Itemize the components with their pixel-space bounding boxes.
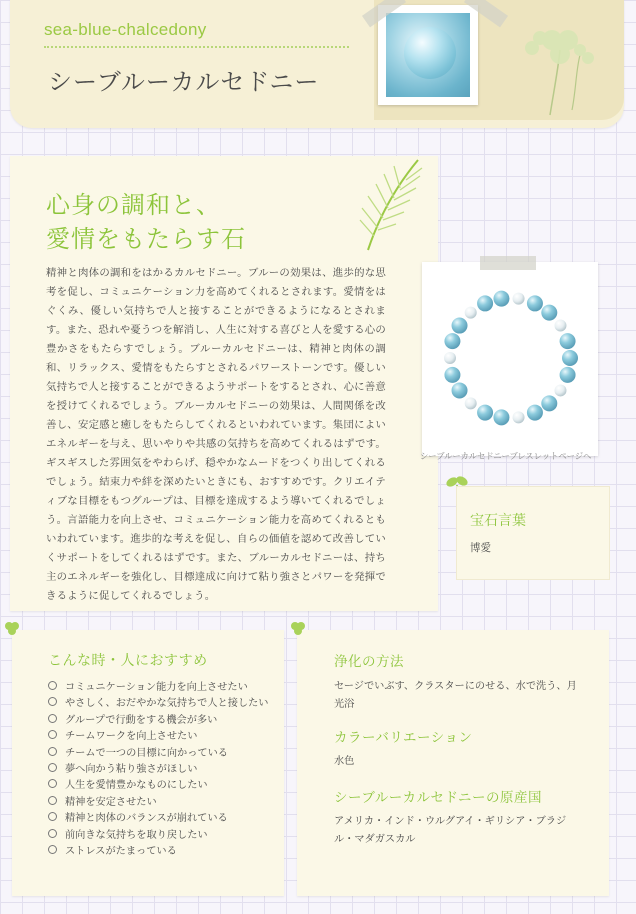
circle-bullet-icon xyxy=(48,779,57,788)
bracelet-bead xyxy=(513,293,525,305)
list-item xyxy=(48,762,268,778)
bracelet-bead xyxy=(444,333,460,349)
bracelet-bead xyxy=(477,295,493,311)
stone-photo xyxy=(378,5,478,105)
bracelet-bead xyxy=(465,397,477,409)
bracelet-bead xyxy=(554,320,566,332)
bracelet-bead xyxy=(562,350,578,366)
bracelet-bead xyxy=(554,384,566,396)
circle-bullet-icon xyxy=(48,681,57,690)
list-item xyxy=(48,713,268,729)
bracelet-page-link[interactable]: シーブルーカルセドニーブレスレットページへ xyxy=(420,451,592,461)
clover-icon xyxy=(510,10,600,120)
bracelet-bead xyxy=(541,395,557,411)
list-item-text: チームワークを向上させたい xyxy=(65,731,198,743)
list-item-text: やさしく、おだやかな気持ちで人と接したい xyxy=(65,698,269,710)
circle-bullet-icon xyxy=(48,763,57,772)
list-item xyxy=(48,795,268,811)
bracelet-bead xyxy=(560,367,576,383)
bracelet-photo[interactable] xyxy=(422,262,598,456)
recommend-title: こんな時・人におすすめ xyxy=(48,653,208,669)
main-heading xyxy=(46,188,366,256)
bracelet-bead xyxy=(465,307,477,319)
list-item xyxy=(48,729,268,745)
circle-bullet-icon xyxy=(48,796,57,805)
list-item xyxy=(48,680,268,696)
list-item-text: 前向きな気持ちを取り戻したい xyxy=(65,829,208,841)
clover-small-icon xyxy=(288,620,308,638)
list-item xyxy=(48,696,268,712)
title-divider xyxy=(44,46,349,48)
origin-text: アメリカ・インド・ウルグアイ・ギリシア・ブラジル・マダガスカル xyxy=(334,816,567,845)
heading-line-2: 愛情をもたらす石 xyxy=(46,225,246,253)
circle-bullet-icon xyxy=(48,845,57,854)
bracelet-bead xyxy=(452,318,468,334)
list-item-text: 精神を安定させたい xyxy=(65,796,157,808)
bracelet-bead xyxy=(541,305,557,321)
stone-photo-image xyxy=(386,13,470,97)
list-item-text: ストレスがたまっている xyxy=(65,846,177,858)
bracelet-bead xyxy=(493,409,509,425)
list-item-text: チームで一つの目標に向かっている xyxy=(65,747,228,759)
list-item-text: 夢へ向かう粘り強さがほしい xyxy=(65,764,198,776)
bracelet-bead xyxy=(493,291,509,307)
list-item xyxy=(48,746,268,762)
list-item xyxy=(48,844,268,860)
purify-text: セージでいぶす、クラスターにのせる、水で洗う、月光浴 xyxy=(334,681,577,710)
color-variation-title: カラーバリエーション xyxy=(334,730,473,746)
bracelet-bead xyxy=(560,333,576,349)
circle-bullet-icon xyxy=(48,730,57,739)
purify-title: 浄化の方法 xyxy=(334,654,404,670)
circle-bullet-icon xyxy=(48,714,57,723)
bracelet-bead xyxy=(477,405,493,421)
bracelet-bead xyxy=(452,382,468,398)
list-item-text: 人生を愛情豊かなものにしたい xyxy=(65,780,208,792)
circle-bullet-icon xyxy=(48,812,57,821)
title-en: sea-blue-chalcedony xyxy=(44,20,207,39)
clover-small-icon xyxy=(2,620,22,638)
circle-bullet-icon xyxy=(48,829,57,838)
list-item-text: グループで行動をする機会が多い xyxy=(65,714,218,726)
bracelet-bead xyxy=(444,367,460,383)
heading-line-1: 心身の調和と、 xyxy=(46,191,221,219)
list-item-text: コミュニケーション能力を向上させたい xyxy=(65,682,248,693)
bracelet-image xyxy=(422,262,598,456)
recommend-list xyxy=(48,680,268,860)
origin-title: シーブルーカルセドニーの原産国 xyxy=(334,790,542,806)
tape-decoration xyxy=(480,256,536,270)
gem-word-card xyxy=(456,486,610,580)
bracelet-bead xyxy=(527,295,543,311)
list-item xyxy=(48,778,268,794)
gem-word-value: 博愛 xyxy=(470,542,491,554)
gem-word-title: 宝石言葉 xyxy=(470,513,526,529)
circle-bullet-icon xyxy=(48,697,57,706)
bracelet-bead xyxy=(527,405,543,421)
bracelet-bead xyxy=(513,411,525,423)
bracelet-bead xyxy=(444,352,456,364)
page-title: シーブルーカルセドニー xyxy=(48,68,320,96)
list-item-text: 精神と肉体のバランスが崩れている xyxy=(65,813,228,825)
color-variation-text: 水色 xyxy=(334,756,355,767)
blue-bead-image xyxy=(404,27,456,79)
circle-bullet-icon xyxy=(48,747,57,756)
description-text: 精神と肉体の調和をはかるカルセドニー。ブルーの効果は、進歩的な思考を促し、コミュニケーション力を高めてくれるとされます。愛情をはぐくみ、優しい気持ちで人と接することができるようになるとされます。また、恐れや憂うつを解消し、人生に対する喜びと人を愛する心の豊かさをもたらすでしょう。ブルーカルセドニーは、精神と肉体の調和、リラックス、愛情をもたらすとされるパワーストーンです。優しい気持ちで人と接することができるようサポートをするとされ、心に善意を授けてくれるでしょう。ブルーカルセドニーの効果は、人間関係を改善し、安定感と癒しをもたらしてくれるといわれています。集団によいエネルギーを与え、思いやりや共感の気持ちを高めてくれるはずです。ギスギスした雰囲気をやわらげ、穏やかなムードをつくり出してくれるでしょう。結束力や絆を深めたいときにも、おすすめです。クリエイティブな目標をもつグループは、目標を達成するよう導いてくれるでしょう。言語能力を向上させ、コミュニケーション能力を高めてくれるともいわれています。進歩的な考えを促し、自らの価値を認めて改善していくサポートをしてくれるはずです。また、ブルーカルセドニーは、持ち主のエネルギーを強化し、目標達成に向けて粘り強さとパワーを発揮できるように促してくれるでしょう。 xyxy=(46,267,386,602)
list-item xyxy=(48,811,268,827)
list-item xyxy=(48,828,268,844)
